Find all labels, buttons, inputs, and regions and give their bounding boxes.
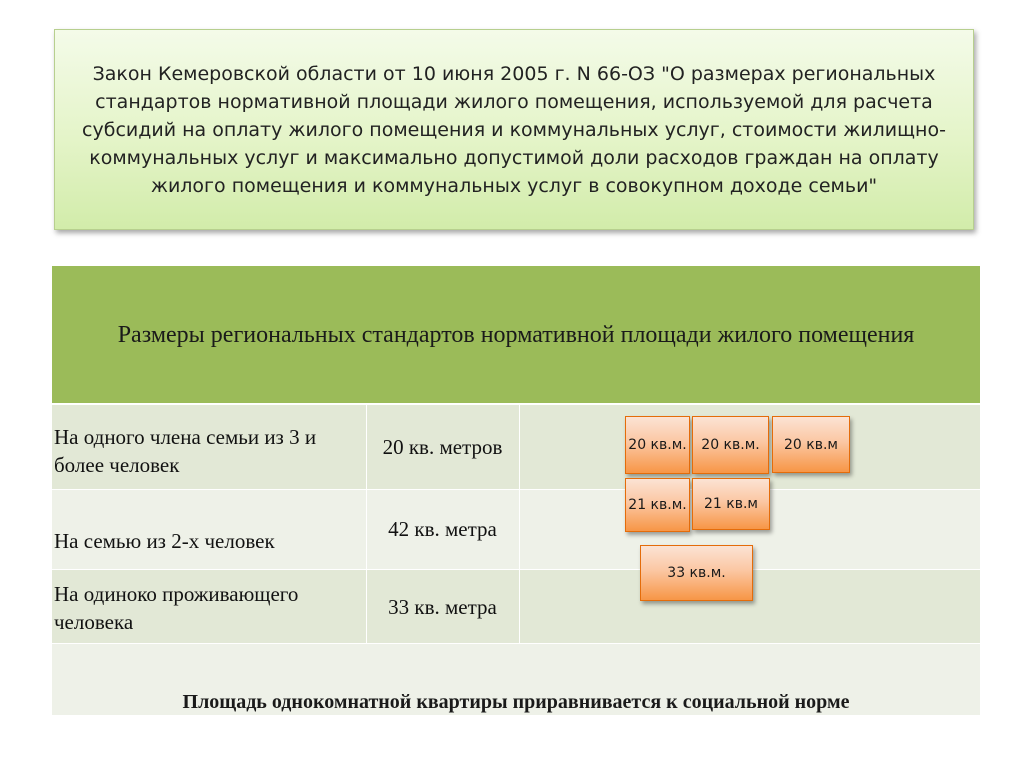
area-block-label: 33 кв.м.: [667, 565, 726, 581]
area-block-20-b: [692, 416, 769, 474]
row-value: 33 кв. метра: [366, 570, 519, 644]
area-block-20-a: [625, 416, 690, 474]
area-block-label: 20 кв.м.: [628, 437, 687, 453]
row-label: На одиноко проживающего человека: [52, 570, 366, 644]
standards-table: [52, 266, 980, 715]
table-header-row: [52, 266, 980, 404]
area-block-label: 21 кв.м.: [628, 497, 687, 513]
table-footer: Площадь однокомнатной квартиры приравнивается к социальной норме: [52, 644, 980, 716]
area-block-20-c: [772, 416, 850, 473]
area-block-21-a: [625, 478, 690, 532]
title-box: [54, 29, 974, 230]
table-header-label: Размеры региональных стандартов нормативной площади жилого помещения: [117, 321, 915, 348]
row-value: 42 кв. метра: [366, 490, 519, 570]
row-label: На семью из 2-х человек: [52, 490, 366, 570]
table-row: [52, 490, 980, 570]
area-block-label: 20 кв.м.: [701, 437, 760, 453]
table-footer-row: [52, 644, 980, 716]
table-header: [52, 266, 980, 404]
slide-title: Закон Кемеровской области от 10 июня 2005 г. N 66-ОЗ "О размерах региональных стандартов нормативной площади жилого помещения, используемой для расчета субсидий на оплату жилого помещения и коммунальных услуг, стоимости жилищно-коммунальных услуг и максимально допустимой доли расходов граждан на оплату жилого помещения и коммунальных услуг в совокупном доходе семьи": [82, 62, 946, 197]
area-block-21-b: [692, 478, 770, 530]
area-block-33: [640, 545, 753, 601]
area-block-label: 20 кв.м: [784, 436, 838, 453]
row-label: На одного члена семьи из 3 и более человек: [52, 404, 366, 490]
row-value: 20 кв. метров: [366, 404, 519, 490]
area-block-label: 21 кв.м: [704, 496, 758, 512]
table-row: [52, 570, 980, 644]
